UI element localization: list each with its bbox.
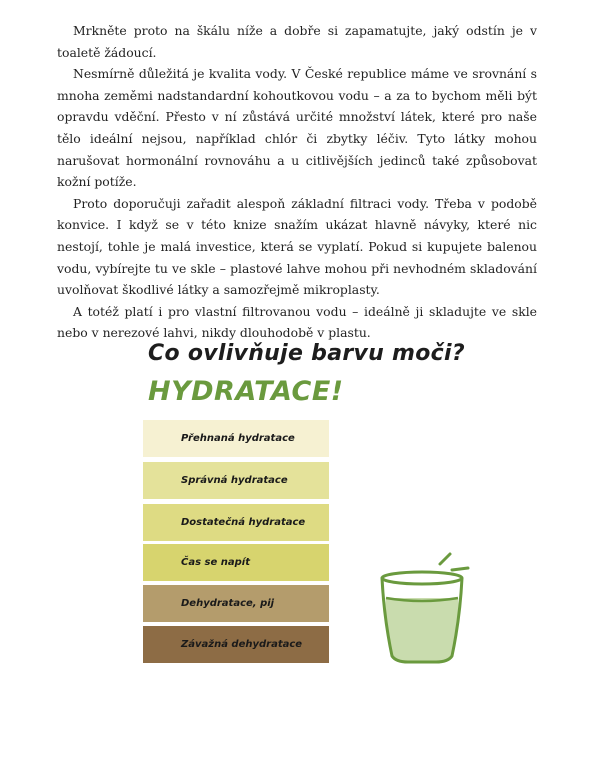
- scale-level-sufficient: [143, 504, 329, 541]
- scale-level-dehydration: [143, 585, 329, 622]
- scale-label: Přehnaná hydratace: [181, 433, 295, 444]
- infographic-title: Co ovlivňuje barvu moči?: [148, 341, 465, 366]
- scale-level-time-to-drink: [143, 544, 329, 581]
- scale-level-correct: [143, 462, 329, 499]
- scale-label: Správná hydratace: [181, 475, 288, 486]
- body-text: [57, 20, 537, 344]
- scale-level-severe-dehydration: [143, 626, 329, 663]
- water-glass-icon: [372, 548, 474, 666]
- paragraph-1: Mrkněte proto na škálu níže a dobře si zapamatujte, jaký odstín je v toaletě žádoucí.: [57, 23, 537, 60]
- infographic-subtitle: HYDRATACE!: [148, 376, 344, 407]
- paragraph-3: Proto doporučuji zařadit alespoň základní filtraci vody. Třeba v podobě konvice. I když se v této knize snažím ukázat hlavně návyky, které nic nestojí, tohle je malá investice, která se vyplatí. Pokud si kupujete balenou vodu, vybírejte tu ve skle – plastové lahve mohou při nevhodném skladování uvolňovat škodlivé látky a samozřejmě mikroplasty.: [57, 195, 537, 298]
- scale-label: Dehydratace, pij: [181, 598, 275, 609]
- scale-level-overhydration: [143, 420, 329, 457]
- scale-label: Závažná dehydratace: [181, 639, 303, 650]
- paragraph-2: Nesmírně důležitá je kvalita vody. V České republice máme ve srovnání s mnoha zeměmi nadstandardní kohoutkovou vodu – a za to bychom měli být opravdu vděční. Přesto v ní zůstává určité množství látek, které pro naše tělo ideální nejsou, například chlór či zbytky léčiv. Tyto látky mohou narušovat hormonální rovnováhu a u citlivějších jedinců také způsobovat kožní potíže.: [57, 66, 537, 190]
- glass-water-fill: [386, 598, 459, 662]
- scale-label: Dostatečná hydratace: [181, 517, 306, 528]
- scale-label: Čas se napít: [181, 557, 250, 568]
- paragraph-4: A totéž platí i pro vlastní filtrovanou vodu – ideálně ji skladujte ve skle nebo v nerezové lahvi, nikdy dlouhodobě v plastu.: [57, 303, 537, 341]
